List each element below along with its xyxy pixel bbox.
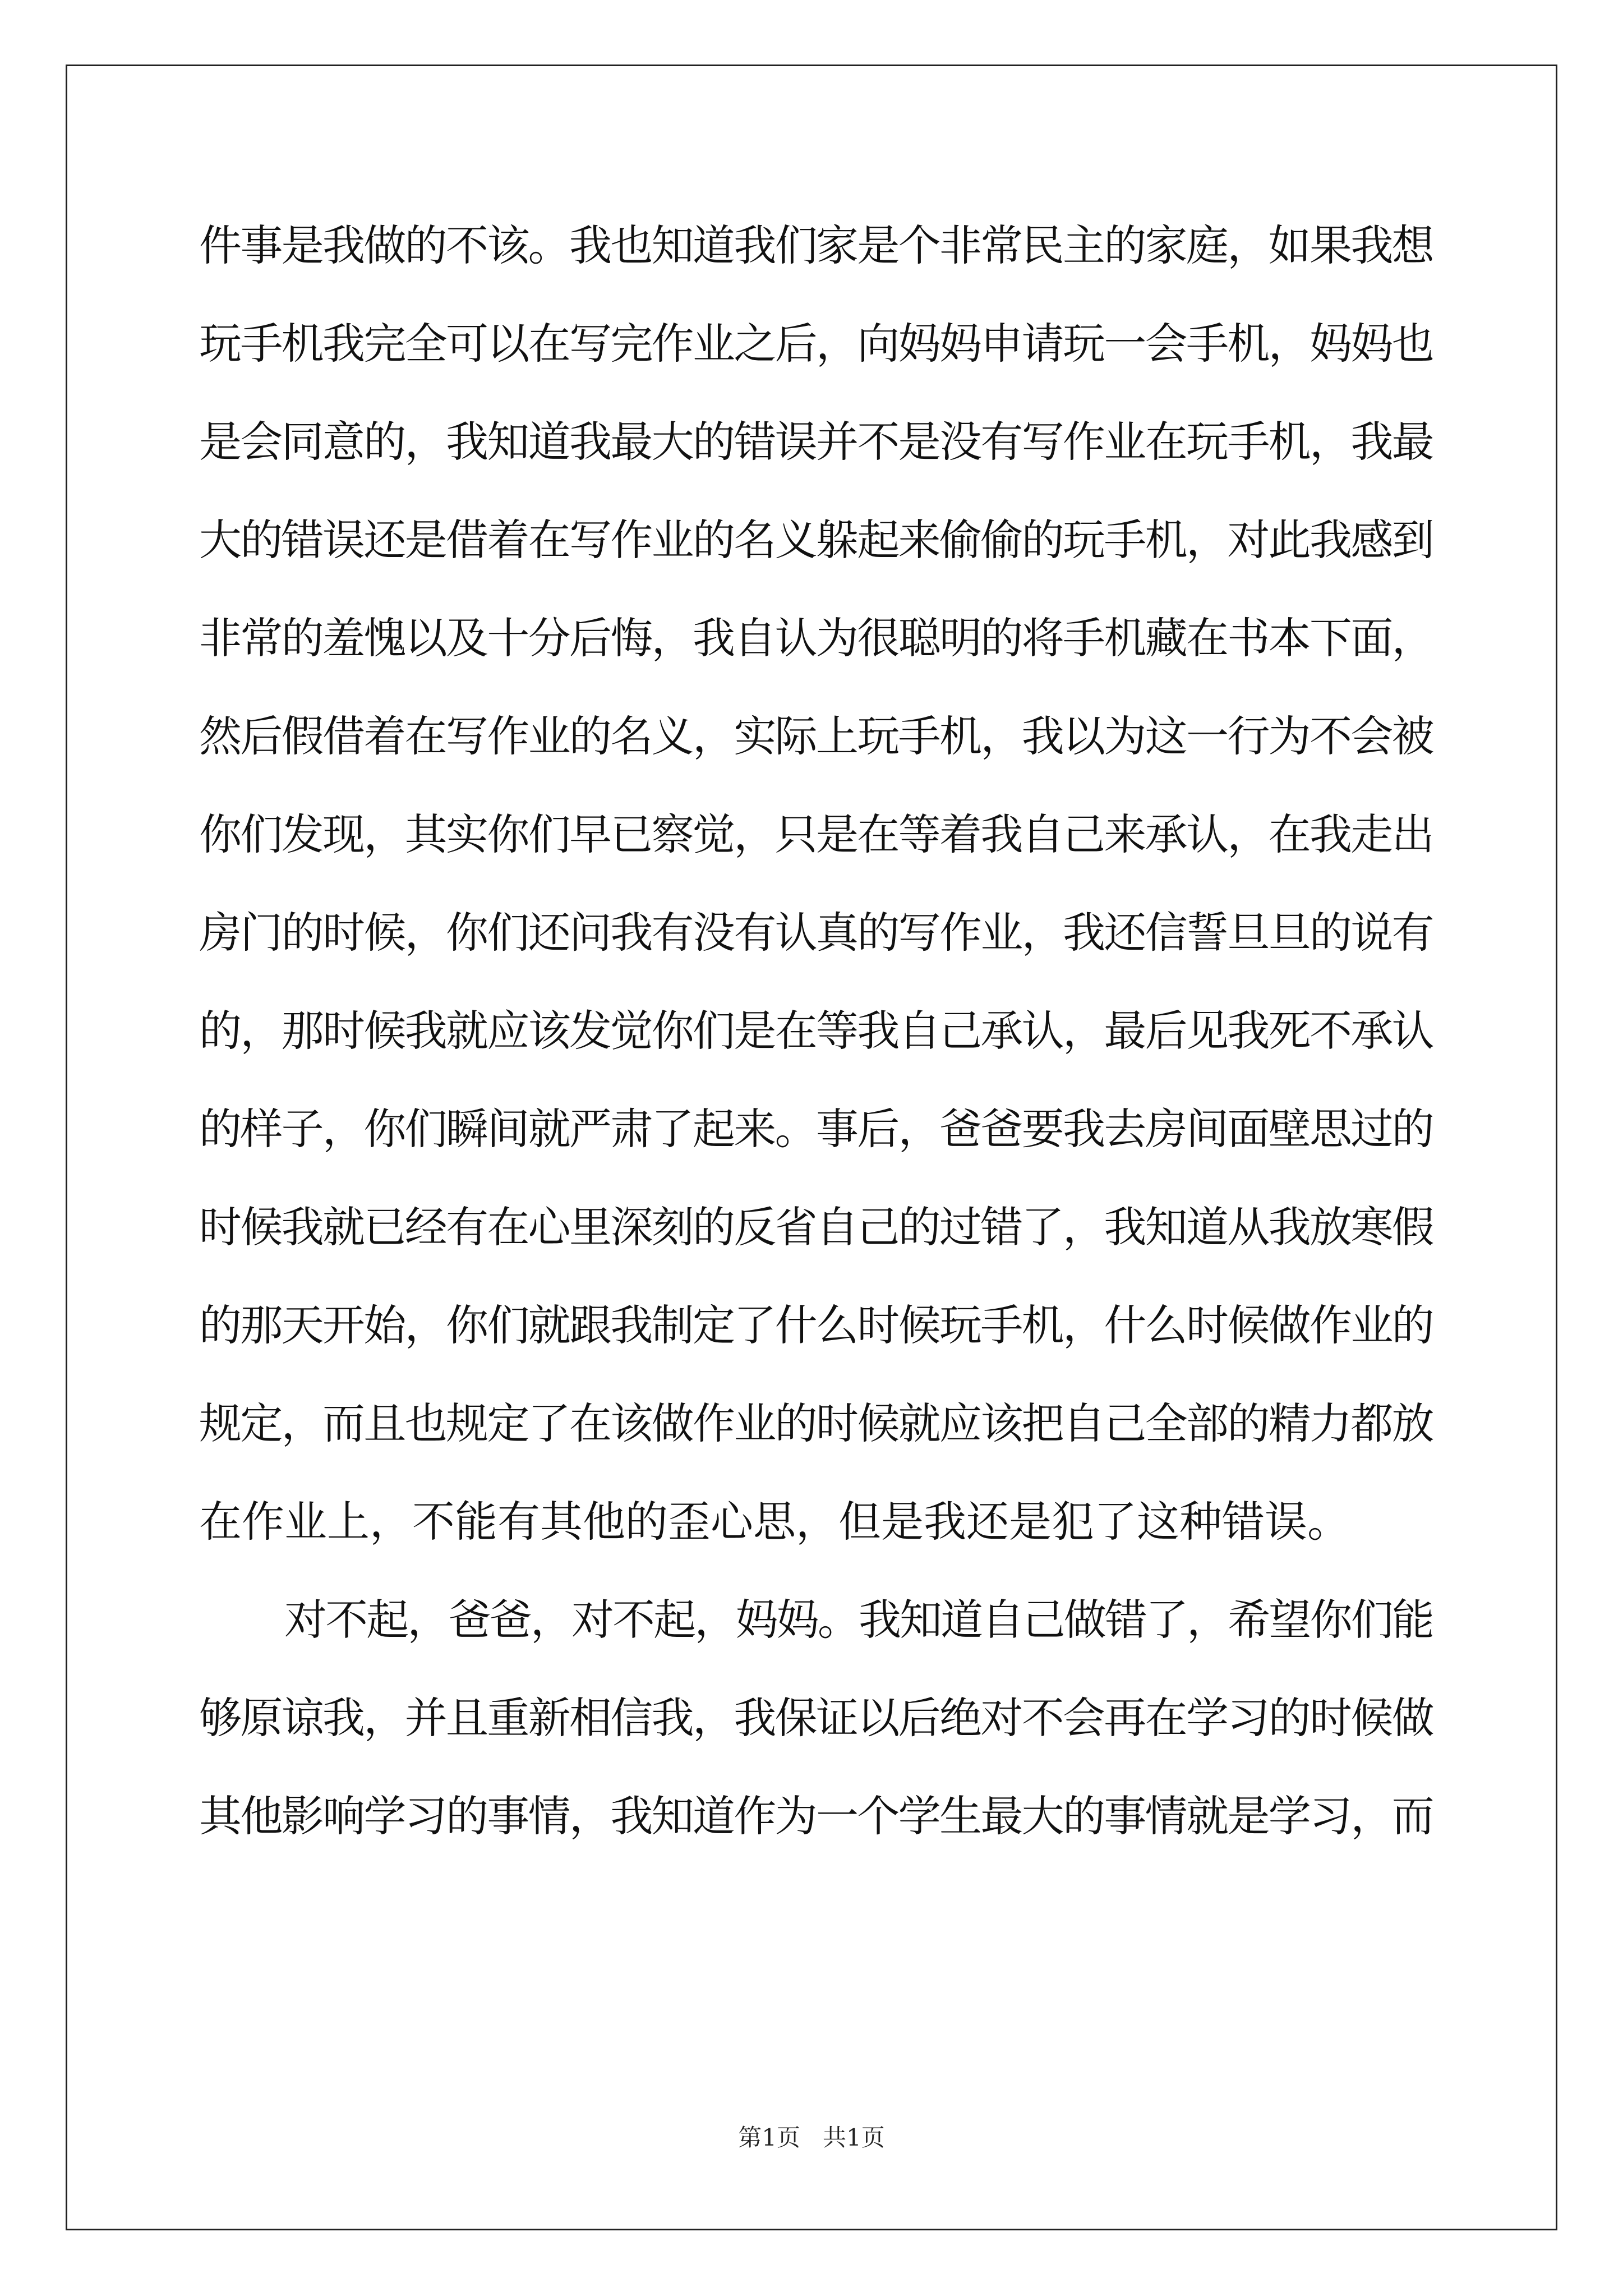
text-line: 其他影响学习的事情，我知道作为一个学生最大的事情就是学习，而 [199,1791,1433,1841]
text-line: 件事是我做的不该。我也知道我们家是个非常民主的家庭，如果我想 [199,220,1433,270]
text-line: 然后假借着在写作业的名义，实际上玩手机，我以为这一行为不会被 [199,711,1433,761]
paragraph-first-line: 对不起，爸爸，对不起，妈妈。我知道自己做错了，希望你们能 [284,1595,1433,1645]
text-line: 在作业上，不能有其他的歪心思，但是我还是犯了这种错误。 [199,1497,1350,1547]
text-line: 非常的羞愧以及十分后悔，我自认为很聪明的将手机藏在书本下面， [199,613,1433,663]
text-line: 够原谅我，并且重新相信我，我保证以后绝对不会再在学习的时候做 [199,1693,1433,1743]
text-line: 规定，而且也规定了在该做作业的时候就应该把自己全部的精力都放 [199,1398,1433,1448]
page-number-footer: 第1页 共1页 [738,2124,885,2151]
text-line: 的样子，你们瞬间就严肃了起来。事后，爸爸要我去房间面壁思过的 [199,1104,1433,1154]
text-line: 大的错误还是借着在写作业的名义躲起来偷偷的玩手机，对此我感到 [199,515,1433,565]
text-line: 的，那时候我就应该发觉你们是在等我自己承认，最后见我死不承认 [199,1006,1433,1056]
text-line: 的那天开始，你们就跟我制定了什么时候玩手机，什么时候做作业的 [199,1300,1433,1350]
text-line: 你们发现，其实你们早已察觉，只是在等着我自己来承认，在我走出 [199,809,1433,859]
text-line: 是会同意的，我知道我最大的错误并不是没有写作业在玩手机，我最 [199,417,1433,467]
text-line: 时候我就已经有在心里深刻的反省自己的过错了，我知道从我放寒假 [199,1202,1433,1252]
text-line: 房门的时候，你们还问我有没有认真的写作业，我还信誓旦旦的说有 [199,908,1433,958]
text-line: 玩手机我完全可以在写完作业之后，向妈妈申请玩一会手机，妈妈也 [199,319,1433,369]
